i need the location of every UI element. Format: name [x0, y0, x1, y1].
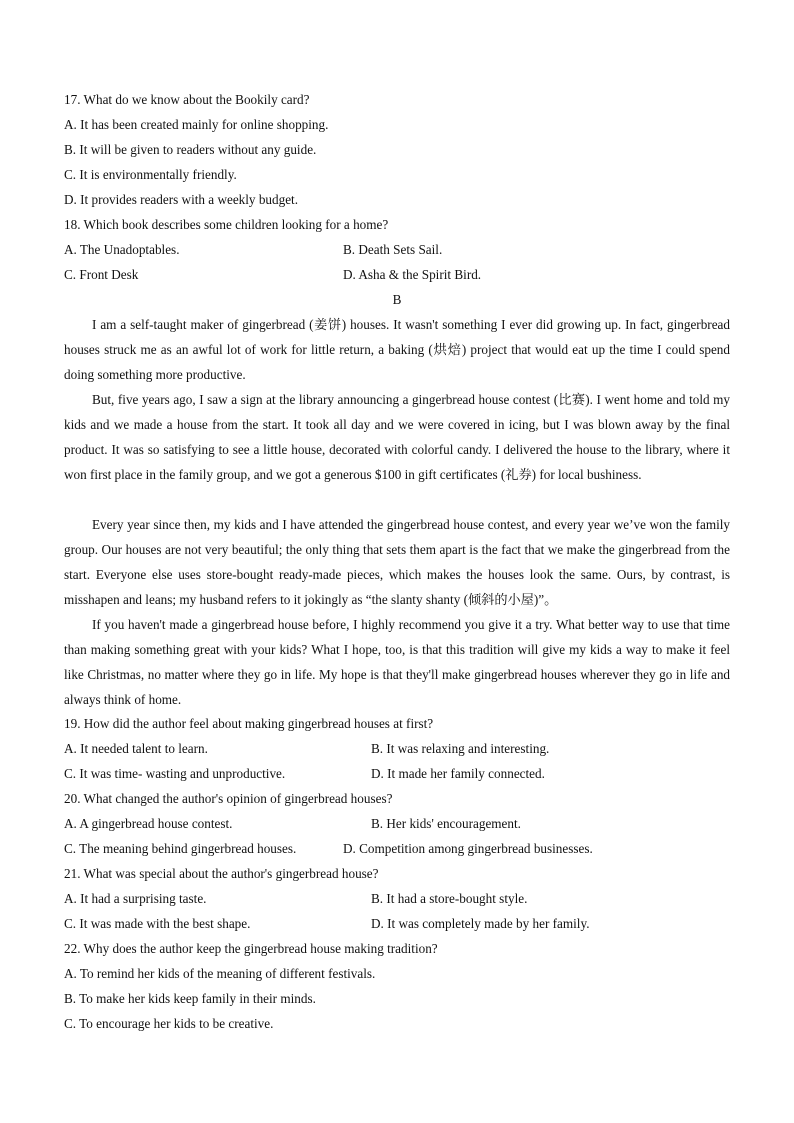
section-b-heading: B [392, 292, 402, 307]
q17-option-b: B. It will be given to readers without any guide. [64, 142, 317, 157]
q19-option-d: D. It made her family connected. [371, 766, 545, 781]
q17-option-c: C. It is environmentally friendly. [64, 167, 237, 182]
q17-option-a: A. It has been created mainly for online shopping. [64, 117, 329, 132]
q22-option-a: A. To remind her kids of the meaning of different festivals. [64, 966, 376, 981]
q22-question: 22. Why does the author keep the gingerbread house making tradition? [64, 941, 438, 956]
q19-option-b: B. It was relaxing and interesting. [371, 741, 550, 756]
q21-option-c: C. It was made with the best shape. [64, 916, 251, 931]
q22-option-c: C. To encourage her kids to be creative. [64, 1016, 274, 1031]
q18-option-b: B. Death Sets Sail. [343, 242, 443, 257]
q20-option-a: A. A gingerbread house contest. [64, 816, 233, 831]
passage-paragraph-3: Every year since then, my kids and I have attended the gingerbread house contest, and every year we’ve won the family group. Our houses are not very beautiful; the only thing that sets them apart is the fact that we make the gingerbread from the start. Everyone else uses store-bought ready-made pieces, which makes the houses look the same. Ours, by contrast, is misshapen and leans; my husband refers to it jokingly as “the slanty shanty (倾斜的小屋)”。 [64, 517, 730, 607]
q21-option-b: B. It had a store-bought style. [371, 891, 528, 906]
q18-question: 18. Which book describes some children looking for a home? [64, 217, 389, 232]
q19-option-a: A. It needed talent to learn. [64, 741, 208, 756]
q21-option-a: A. It had a surprising taste. [64, 891, 207, 906]
q21-option-d: D. It was completely made by her family. [371, 916, 590, 931]
q17-question: 17. What do we know about the Bookily card? [64, 92, 310, 107]
q20-question: 20. What changed the author's opinion of gingerbread houses? [64, 791, 393, 806]
q20-option-c: C. The meaning behind gingerbread houses. [64, 841, 297, 856]
q19-question: 19. How did the author feel about making gingerbread houses at first? [64, 716, 434, 731]
q21-question: 21. What was special about the author's gingerbread house? [64, 866, 379, 881]
passage-paragraph-4: If you haven't made a gingerbread house before, I highly recommend you give it a try. What better way to use that time than making something great with your kids? What I hope, too, is that this tradition will give my kids a way to make it feel like Christmas, no matter where they go in life. My hope is that they'll make gingerbread houses wherever they go in life and always think of home. [64, 617, 730, 707]
q17-option-d: D. It provides readers with a weekly budget. [64, 192, 299, 207]
q18-option-c: C. Front Desk [64, 267, 139, 282]
passage-paragraph-1: I am a self-taught maker of gingerbread (姜饼) houses. It wasn't something I ever did growing up. In fact, gingerbread houses struck me as an awful lot of work for little return, a baking (烘焙) project that would eat up the time I could spend doing something more productive. [64, 317, 730, 382]
q19-option-c: C. It was time- wasting and unproductive. [64, 766, 286, 781]
q18-option-d: D. Asha & the Spirit Bird. [343, 267, 482, 282]
q18-option-a: A. The Unadoptables. [64, 242, 180, 257]
q20-option-d: D. Competition among gingerbread businesses. [343, 841, 593, 856]
passage-paragraph-2: But, five years ago, I saw a sign at the library announcing a gingerbread house contest (比赛). I went home and told my kids and we made a house from the start. It took all day and we were covered in icing, but I was blown away by the final product. It was so satisfying to see a little house, decorated with colorful candy. I delivered the house to the library, where it won first place in the family group, and we got a generous $100 in gift certificates (礼券) for local bushiness. [64, 392, 730, 482]
q20-option-b: B. Her kids' encouragement. [371, 816, 521, 831]
q22-option-b: B. To make her kids keep family in their minds. [64, 991, 316, 1006]
